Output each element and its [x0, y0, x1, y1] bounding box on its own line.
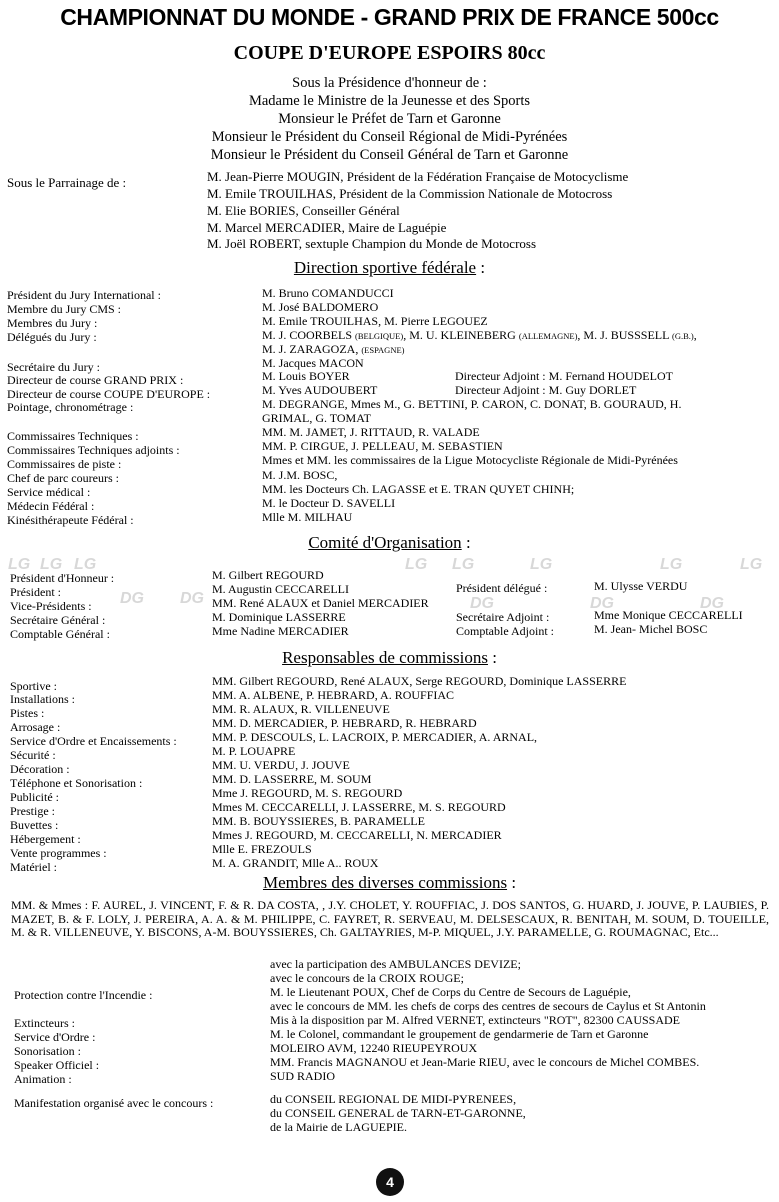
row-value: Mlle M. MILHAU — [262, 510, 353, 524]
row-label: Matériel : — [10, 860, 57, 874]
watermark-logo: LG — [660, 556, 683, 573]
row-label: Publicité : — [10, 790, 59, 804]
row-extra: Directeur Adjoint : M. Fernand HOUDELOT — [455, 369, 673, 383]
section-heading-direction: Direction sportive fédérale : — [293, 258, 486, 277]
page-title: CHAMPIONNAT DU MONDE - GRAND PRIX DE FRANCE 500cc — [60, 4, 719, 30]
row-label: Protection contre l'Incendie : — [14, 988, 153, 1002]
watermark-logo: DG — [180, 590, 204, 607]
row-value: MM. R. ALAUX, R. VILLENEUVE — [212, 702, 390, 716]
row-value: M. J. ZARAGOZA, (ESPAGNE) — [262, 342, 405, 356]
row-value: M. Louis BOYER — [262, 369, 350, 383]
row-label: Directeur de course COUPE D'EUROPE : — [7, 387, 211, 401]
row-label: Sportive : — [10, 679, 57, 693]
row-label: Président d'Honneur : — [10, 571, 115, 585]
row-value: Mmes et MM. les commissaires de la Ligue Motocycliste Régionale de Midi-Pyrénées — [262, 453, 678, 467]
row-value: M. José BALDOMERO — [262, 300, 379, 314]
watermark-logo: LG — [40, 556, 63, 573]
row-label: Comptable Adjoint : — [456, 624, 554, 638]
row-value: M. Ulysse VERDU — [594, 579, 688, 593]
page-subtitle: COUPE D'EUROPE ESPOIRS 80cc — [233, 42, 546, 64]
parrainage-item: M. Elie BORIES, Conseiller Général — [207, 203, 400, 218]
row-value: M. Yves AUDOUBERT — [262, 383, 378, 397]
row-label: Président : — [10, 585, 61, 599]
row-label: Service médical : — [7, 485, 91, 499]
row-value: MM. D. LASSERRE, M. SOUM — [212, 772, 372, 786]
row-value: MOLEIRO AVM, 12240 RIEUPEYROUX — [270, 1041, 478, 1055]
row-value: de la Mairie de LAGUEPIE. — [270, 1120, 407, 1134]
row-value: M. J. COORBELS (BELGIQUE), M. U. KLEINEBERG (ALLEMAGNE), M. J. BUSSSELL (G.B.), — [262, 328, 697, 342]
row-value: avec le concours de la CROIX ROUGE; — [270, 971, 464, 985]
row-label: Sécurité : — [10, 748, 56, 762]
row-label: Président délégué : — [456, 581, 548, 595]
row-value: M. Bruno COMANDUCCI — [262, 286, 394, 300]
row-label: Commissaires Techniques adjoints : — [7, 443, 180, 457]
row-label: Commissaires Techniques : — [7, 429, 139, 443]
row-value: M. le Lieutenant POUX, Chef de Corps du Centre de Secours de Laguépie, — [270, 985, 631, 999]
row-label: Kinésithérapeute Fédéral : — [7, 513, 134, 527]
section-heading-membres: Membres des diverses commissions : — [262, 873, 517, 892]
row-label: Manifestation organisé avec le concours : — [14, 1096, 214, 1110]
row-value: du CONSEIL REGIONAL DE MIDI-PYRENEES, — [270, 1092, 517, 1106]
watermark-logo: LG — [452, 556, 475, 573]
watermark-logo: DG — [470, 595, 494, 612]
row-value: M. Jean- Michel BOSC — [594, 622, 708, 636]
row-value: Mme Monique CECCARELLI — [594, 608, 743, 622]
row-label: Commissaires de piste : — [7, 457, 122, 471]
row-value: MM. les Docteurs Ch. LAGASSE et E. TRAN QUYET CHINH; — [262, 482, 575, 496]
row-value: MM. René ALAUX et Daniel MERCADIER — [212, 596, 429, 610]
watermark-logo: LG — [740, 556, 763, 573]
row-label: Directeur de course GRAND PRIX : — [7, 373, 184, 387]
row-label: Prestige : — [10, 804, 55, 818]
presidence-line: Monsieur le Préfet de Tarn et Garonne — [278, 111, 501, 127]
row-value: M. Emile TROUILHAS, M. Pierre LEGOUEZ — [262, 314, 488, 328]
row-value: MM. P. DESCOULS, L. LACROIX, P. MERCADIER, A. ARNAL, — [212, 730, 538, 744]
row-value: Mlle E. FREZOULS — [212, 842, 312, 856]
watermark-logo: LG — [405, 556, 428, 573]
row-label: Secrétaire Adjoint : — [456, 610, 550, 624]
row-label: Pointage, chronométrage : — [7, 400, 134, 414]
row-extra: Directeur Adjoint : M. Guy DORLET — [455, 383, 637, 397]
row-value: MM. Francis MAGNANOU et Jean-Marie RIEU, avec le concours de Michel COMBES. — [270, 1055, 700, 1069]
watermark-logo: LG — [8, 556, 31, 573]
presidence-line: Sous la Présidence d'honneur de : — [292, 75, 487, 91]
row-value: M. P. LOUAPRE — [212, 744, 296, 758]
row-value: M. le Colonel, commandant le groupement de gendarmerie de Tarn et Garonne — [270, 1027, 649, 1041]
row-value: M. J.M. BOSC, — [262, 468, 338, 482]
row-label: Arrosage : — [10, 720, 61, 734]
row-value: M. Dominique LASSERRE — [212, 610, 346, 624]
row-value: MM. Gilbert REGOURD, René ALAUX, Serge REGOURD, Dominique LASSERRE — [212, 674, 627, 688]
row-label: Speaker Officiel : — [14, 1058, 100, 1072]
page-number: 4 — [376, 1168, 404, 1196]
row-value: Mis à la disposition par M. Alfred VERNET, extincteurs "ROT", 82300 CAUSSADE — [270, 1013, 680, 1027]
parrainage-item: M. Marcel MERCADIER, Maire de Laguépie — [207, 220, 447, 235]
row-value: Mme Nadine MERCADIER — [212, 624, 349, 638]
row-label: Extincteurs : — [14, 1016, 75, 1030]
row-label: Pistes : — [10, 706, 45, 720]
section-heading-responsables: Responsables de commissions : — [282, 648, 497, 667]
parrainage-item: M. Jean-Pierre MOUGIN, Président de la Fédération Française de Motocyclisme — [207, 169, 629, 184]
row-value: MM. P. CIRGUE, J. PELLEAU, M. SEBASTIEN — [262, 439, 503, 453]
watermark-logo: DG — [590, 595, 614, 612]
presidence-line: Monsieur le Président du Conseil Régional de Midi-Pyrénées — [211, 129, 568, 145]
row-label: Président du Jury International : — [7, 288, 161, 302]
parrainage-item: M. Emile TROUILHAS, Président de la Commission Nationale de Motocross — [207, 186, 613, 201]
row-value: Mme J. REGOURD, M. S. REGOURD — [212, 786, 403, 800]
row-label: Service d'Ordre : — [14, 1030, 96, 1044]
row-label: Délégués du Jury : — [7, 330, 97, 344]
row-label: Service d'Ordre et Encaissements : — [10, 734, 177, 748]
watermark-logo: LG — [74, 556, 97, 573]
row-value: du CONSEIL GENERAL de TARN-ET-GARONNE, — [270, 1106, 526, 1120]
row-label: Installations : — [10, 692, 75, 706]
row-label: Buvettes : — [10, 818, 59, 832]
watermark-logo: DG — [700, 595, 724, 612]
row-value: MM. A. ALBENE, P. HEBRARD, A. ROUFFIAC — [212, 688, 455, 702]
row-label: Vente programmes : — [10, 846, 107, 860]
row-label: Secrétaire du Jury : — [7, 360, 100, 374]
presidence-line: Monsieur le Président du Conseil Général de Tarn et Garonne — [210, 147, 569, 163]
row-label: Téléphone et Sonorisation : — [10, 776, 143, 790]
row-label: Secrétaire Général : — [10, 613, 106, 627]
row-value: M. Augustin CECCARELLI — [212, 582, 350, 596]
row-label: Chef de parc coureurs : — [7, 471, 119, 485]
watermark-logo: LG — [530, 556, 553, 573]
row-value: MM. D. MERCADIER, P. HEBRARD, R. HEBRARD — [212, 716, 477, 730]
watermark-logo: DG — [120, 590, 144, 607]
row-value: M. A. GRANDIT, Mlle A.. ROUX — [212, 856, 379, 870]
row-label: Vice-Présidents : — [10, 599, 92, 613]
row-value: Mmes M. CECCARELLI, J. LASSERRE, M. S. REGOURD — [212, 800, 506, 814]
row-value: avec la participation des AMBULANCES DEVIZE; — [270, 957, 521, 971]
row-label: Médecin Fédéral : — [7, 499, 95, 513]
row-value: GRIMAL, G. TOMAT — [262, 411, 371, 425]
row-label: Décoration : — [10, 762, 70, 776]
row-label: Membre du Jury CMS : — [7, 302, 121, 316]
row-label: Hébergement : — [10, 832, 81, 846]
row-value: MM. M. JAMET, J. RITTAUD, R. VALADE — [262, 425, 480, 439]
membres-paragraph: MM. & Mmes : F. AUREL, J. VINCENT, F. & R. DA COSTA, , J.Y. CHOLET, Y. ROUFFIAC, J. DOS SANTOS, G. HUARD, J. JOUVE, P. LAUBIES, P. MAZET, B. & F. LOLY, J. PEREIRA, A. A. & M. PHILIPPE, C. FAYRET, R. SERVEAU, M. DELSESCAUX, R. BENITAH, M. SOUM, D. TOUEILLE, M. & R. VILLENEUVE, Y. BISCONS, A-M. BOUYSSIERES, Ch. GALTAYRIES, M-P. MIQUEL, J.Y. PARAMELLE, G. ROUMAGNAC, Etc... — [11, 898, 769, 940]
section-heading-comite: Comité d'Organisation : — [308, 533, 471, 552]
presidence-line: Madame le Ministre de la Jeunesse et des Sports — [248, 93, 531, 109]
row-value: SUD RADIO — [270, 1069, 336, 1083]
parrainage-label: Sous le Parrainage de : — [7, 175, 127, 190]
row-label: Membres du Jury : — [7, 316, 98, 330]
row-label: Sonorisation : — [14, 1044, 82, 1058]
row-value: M. DEGRANGE, Mmes M., G. BETTINI, P. CARON, C. DONAT, B. GOURAUD, H. — [262, 397, 682, 411]
row-value: MM. U. VERDU, J. JOUVE — [212, 758, 350, 772]
parrainage-item: M. Joël ROBERT, sextuple Champion du Monde de Motocross — [207, 236, 537, 251]
row-label: Animation : — [14, 1072, 72, 1086]
row-value: MM. B. BOUYSSIERES, B. PARAMELLE — [212, 814, 425, 828]
row-value: Mmes J. REGOURD, M. CECCARELLI, N. MERCADIER — [212, 828, 502, 842]
row-label: Comptable Général : — [10, 627, 110, 641]
row-value: M. Gilbert REGOURD — [212, 568, 324, 582]
row-value: M. Jacques MACON — [262, 356, 364, 370]
row-value: avec le concours de MM. les chefs de corps des centres de secours de Caylus et St Antonin — [270, 999, 706, 1013]
row-value: M. le Docteur D. SAVELLI — [262, 496, 396, 510]
